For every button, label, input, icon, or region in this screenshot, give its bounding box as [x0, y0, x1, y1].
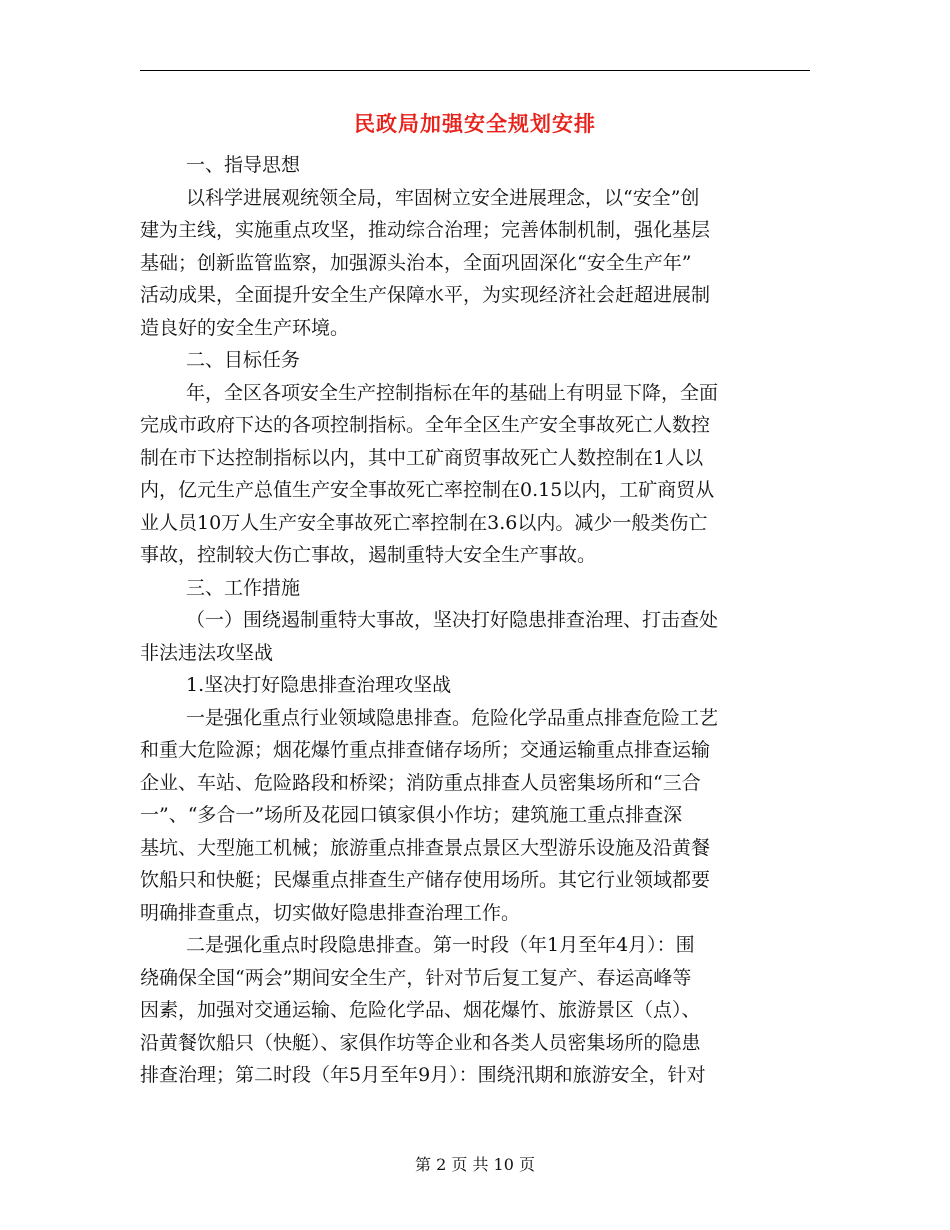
paragraph-line: 内，亿元生产总值生产安全事故死亡率控制在0.15以内，工矿商贸从	[140, 479, 715, 501]
paragraph-line: 一是强化重点行业领域隐患排查。危险化学品重点排查危险工艺	[186, 706, 719, 729]
paragraph-line: 基础；创新监管监察，加强源头治本，全面巩固深化“安全生产年”	[140, 251, 692, 274]
paragraph-line: 以科学进展观统领全局，牢固树立安全进展理念，以“安全”创	[186, 186, 700, 209]
paragraph-line: 年，全区各项安全生产控制指标在年的基础上有明显下降，全面	[186, 381, 719, 404]
header-rule	[140, 70, 810, 71]
heading-goals-tasks: 二、目标任务	[186, 349, 301, 371]
paragraph-line: 造良好的安全生产环境。	[140, 316, 350, 339]
paragraph-line: 因素，加强对交通运输、危险化学品、烟花爆竹、旅游景区（点）、	[140, 999, 701, 1021]
subheading-line: （一）围绕遏制重特大事故，坚决打好隐患排查治理、打击查处	[186, 609, 719, 631]
heading-work-measures: 三、工作措施	[186, 576, 301, 599]
paragraph-line: 饮船只和快艇；民爆重点排查生产储存使用场所。其它行业领域都要	[140, 869, 711, 891]
paragraph-line: 建为主线，实施重点攻坚，推动综合治理；完善体制机制，强化基层	[140, 219, 711, 241]
paragraph-line: 排查治理；第二时段（年5月至年9月）：围绕汛期和旅游安全，针对	[140, 1064, 706, 1086]
paragraph-line: 活动成果，全面提升安全生产保障水平，为实现经济社会赶超进展制	[140, 284, 711, 306]
document-title: 民政局加强安全规划安排	[354, 111, 596, 136]
paragraph-line: 沿黄餐饮船只（快艇）、家俱作坊等企业和各类人员密集场所的隐患	[140, 1031, 701, 1054]
page-number: 第 2 页 共 10 页	[415, 1155, 535, 1174]
paragraph-line: 制在市下达控制指标以内，其中工矿商贸事故死亡人数控制在1人以	[140, 446, 704, 469]
document-body	[140, 149, 810, 1092]
paragraph-line: 二是强化重点时段隐患排查。第一时段（年1月至年4月）：围	[186, 934, 695, 956]
paragraph-line: 和重大危险源；烟花爆竹重点排查储存场所；交通运输重点排查运输	[140, 739, 711, 761]
paragraph-line: 业人员10万人生产安全事故死亡率控制在3.6以内。减少一般类伤亡	[140, 511, 708, 534]
heading-guiding-thought: 一、指导思想	[186, 154, 301, 176]
subheading-item-1: 1.坚决打好隐患排查治理攻坚战	[186, 674, 452, 696]
paragraph-line: 一”、“多合一”场所及花园口镇家俱小作坊；建筑施工重点排查深	[140, 804, 683, 826]
subheading-line: 非法违法攻坚战	[140, 641, 274, 664]
paragraph-line: 事故，控制较大伤亡事故，遏制重特大安全生产事故。	[140, 544, 597, 566]
paragraph-line: 完成市政府下达的各项控制指标。全年全区生产安全事故死亡人数控	[140, 414, 711, 436]
paragraph-line: 基坑、大型施工机械；旅游重点排查景点景区大型游乐设施及沿黄餐	[140, 836, 711, 859]
paragraph-line: 明确排查重点，切实做好隐患排查治理工作。	[140, 901, 521, 924]
paragraph-line: 企业、车站、危险路段和桥梁；消防重点排查人员密集场所和“三合	[140, 771, 701, 794]
paragraph-line: 绕确保全国“两会”期间安全生产，针对节后复工复产、春运高峰等	[140, 966, 692, 989]
